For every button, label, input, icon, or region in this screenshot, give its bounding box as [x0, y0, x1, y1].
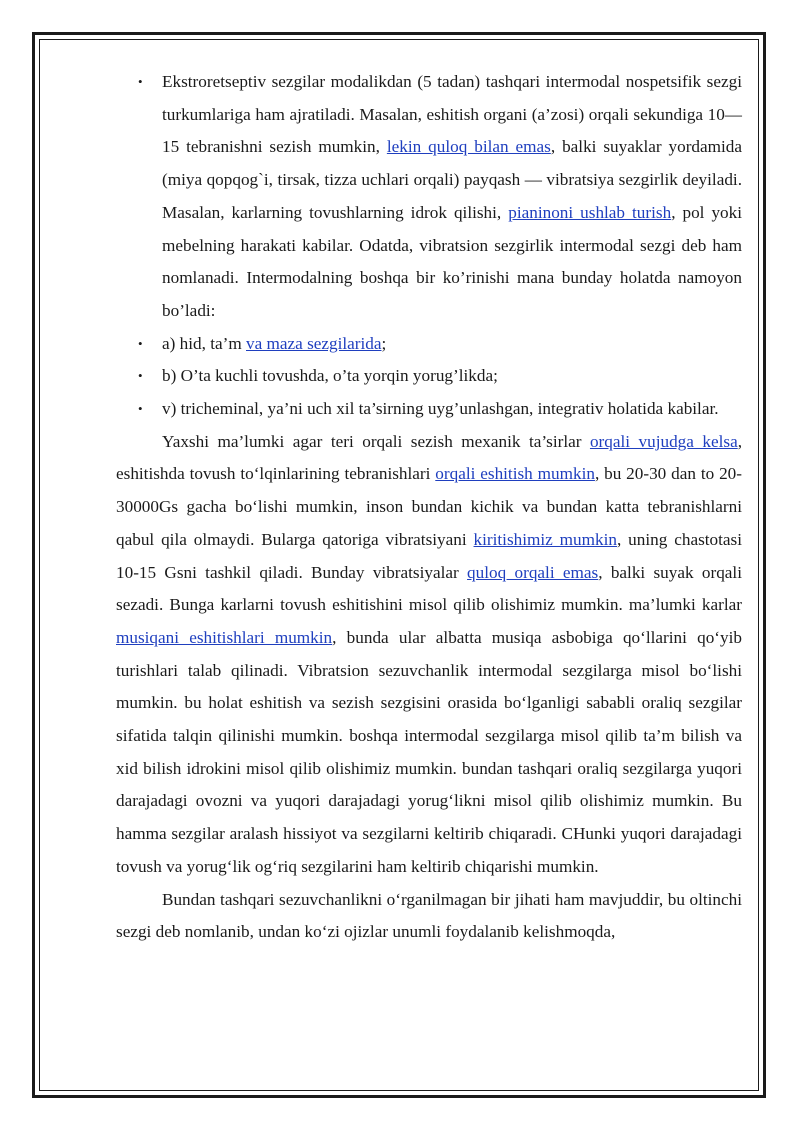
- bullet-icon: •: [138, 401, 143, 417]
- bullet-text-3: [162, 366, 498, 385]
- text-run: , eshitishda tovush to‘lqinlarining tebranishlari: [116, 431, 743, 484]
- hyperlink[interactable]: pianinoni ushlab turish: [508, 202, 672, 222]
- text-run: ;: [381, 333, 387, 353]
- bullet-list: [116, 66, 742, 426]
- text-run: Bundan tashqari sezuvchanlikni o‘rganilmagan bir jihati ham mavjuddir, bu oltinchi sezgi deb nomlanib, undan ko‘zi ojizlar unumli foydalanib kelishmoqda,: [116, 889, 742, 942]
- hyperlink[interactable]: kiritishimiz mumkin: [473, 529, 617, 549]
- hyperlink[interactable]: lekin quloq bilan emas: [386, 137, 551, 157]
- hyperlink[interactable]: musiqani eshitishlari mumkin: [116, 627, 333, 647]
- text-run: Ekstroretseptiv sezgilar modalikdan (5 tadan) tashqari intermodal nospetsifik sezgi turkumlariga ham ajratiladi. Masalan, eshitish organi (a’zosi) orqali sekundiga 10—15 tebranishni sezish mumkin,: [162, 72, 742, 157]
- hyperlink[interactable]: va maza sezgilarida: [246, 333, 382, 353]
- bullet-text-1: [162, 72, 742, 320]
- text-run: a) hid, ta’m: [162, 333, 246, 353]
- hyperlink[interactable]: quloq orqali emas: [467, 562, 599, 582]
- text-run: , uning chastotasi 10-15 Gsni tashkil qiladi. Bunday vibratsiyalar: [116, 529, 743, 582]
- hyperlink[interactable]: orqali vujudga kelsa: [589, 431, 738, 451]
- bullet-icon: •: [138, 335, 143, 351]
- text-run: , pol yoki mebelning harakati kabilar. Odatda, vibratsion sezgirlik intermodal sezgi deb ham nomlanadi. Intermodalning boshqa bir ko’rinishi mana bunday holatda namoyon bo’ladi:: [162, 202, 743, 320]
- paragraph-1: [116, 426, 742, 884]
- text-run: b) O’ta kuchli tovushda, o’ta yorqin yorug’likda;: [162, 366, 498, 386]
- bullet-item-3: [116, 360, 742, 393]
- bullet-icon: •: [138, 368, 143, 384]
- bullet-text-4: [162, 399, 719, 418]
- bullet-item-4: [116, 393, 742, 426]
- text-run: , bu 20-30 dan to 20-30000Gs gacha bo‘lishi mumkin, inson bundan kichik va bundan katta tebranishlarni qabul qila olmaydi. Bularga qatoriga vibratsiyani: [116, 464, 742, 549]
- text-run: , balki suyaklar yordamida (miya qopqog`i, tirsak, tizza uchlari orqali) payqash — vibratsiya sezgirlik deyiladi. Masalan, karlarning tovushlarning idrok qilishi,: [162, 137, 743, 222]
- text-run: , balki suyak orqali sezadi. Bunga karlarni tovush eshitishini misol qilib olishimiz mumkin. ma’lumki karlar: [116, 562, 742, 615]
- bullet-item-1: [116, 66, 742, 328]
- bullet-item-2: [116, 328, 742, 361]
- text-run: Yaxshi ma’lumki agar teri orqali sezish mexanik ta’sirlar: [162, 431, 590, 451]
- hyperlink[interactable]: orqali eshitish mumkin: [435, 464, 595, 484]
- document-body: [116, 66, 742, 949]
- bullet-icon: •: [138, 74, 143, 89]
- text-run: v) tricheminal, ya’ni uch xil ta’sirning uyg’unlashgan, integrativ holatida kabilar.: [162, 399, 719, 419]
- paragraph-2: [116, 884, 742, 949]
- bullet-text-2: [162, 334, 386, 353]
- text-run: , bunda ular albatta musiqa asbobiga qo‘llarini qo‘yib turishlari talab qilinadi. Vibratsion sezuvchanlik intermodal sezgilarga misol bo‘lishi mumkin. bu holat eshitish va sezish sezgisini orasida bo‘lganligi sababli oraliq sezgilar sifatida talqin qilinishi mumkin. boshqa intermodal sezgilarga misol qilib ta’m bilish va xid bilish idrokini misol qilib olishimiz mumkin. bundan tashqari oraliq sezgilarga yuqori darajadagi ovozni va yuqori darajadagi yorug‘likni misol qilib olishimiz mumkin. Bu hamma sezgilar aralash hissiyot va sezgilarni keltirib chiqaradi. CHunki yuqori darajadagi tovush va yorug‘lik og‘riq sezgilarini ham keltirib chiqarishi mumkin.: [116, 627, 742, 876]
